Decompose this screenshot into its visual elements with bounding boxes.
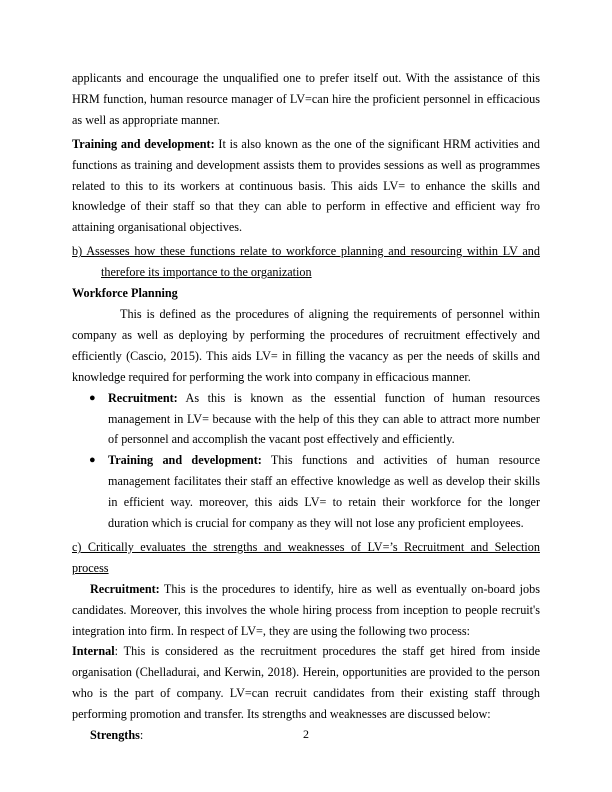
recruitment-paragraph: Recruitment: This is the procedures to identify, hire as well as eventually on-board jobs candidates. Moreover, this involves the whole hiring process from inception to people recruit's integration into firm. In respect of LV=, they are using the following two process: bbox=[72, 581, 540, 638]
bullet-icon: ● bbox=[89, 454, 96, 467]
paragraph-training bbox=[72, 134, 540, 239]
section-heading-b: b) Assesses how these functions relate to workforce planning and resourcing within LV and therefore its importance to the organization bbox=[72, 244, 540, 280]
section-heading-c: c) Critically evaluates the strengths and weaknesses of LV=’s Recruitment and Selection process bbox=[72, 539, 540, 575]
workforce-paragraph: This is defined as the procedures of aligning the requirements of personnel within company as well as deploying by performing the procedures of recruitment effectively and efficiently (Cascio, 2015). This aids LV= in filling the vacancy as per the needs of skills and knowledge required for performing the work into company in efficacious manner. bbox=[72, 306, 540, 384]
strengths-heading: Strengths: bbox=[90, 728, 144, 743]
document-page bbox=[72, 68, 540, 746]
list-item-recruitment: ● Recruitment: As this is known as the essential function of human resources management in LV= because with the help of this they can able to attract more number of personnel and accomplish the vacant post effectively and efficiently. bbox=[72, 388, 540, 451]
page-number: 2 bbox=[303, 727, 309, 741]
workforce-heading: Workforce Planning bbox=[72, 286, 178, 301]
training-label: Training and development: bbox=[72, 136, 215, 151]
paragraph-continuation: applicants and encourage the unqualified one to prefer itself out. With the assistance of this HRM function, human resource manager of LV=can hire the proficient personnel in efficacious as well as appropriate manner. bbox=[72, 71, 540, 127]
internal-paragraph: Internal: This is considered as the recruitment procedures the staff get hired from inside organisation (Chelladurai, and Kerwin, 2018). Herein, opportunities are provided to the person who is the part of company. LV=can recruit candidates from their existing staff through performing promotion and transfer. Its strengths and weaknesses are discussed below: bbox=[72, 644, 540, 722]
bullet-icon: ● bbox=[89, 391, 96, 404]
bullet-list bbox=[72, 388, 540, 534]
list-item-training: ● Training and development: This functions and activities of human resource management facilitates their staff an effective knowledge as well as develop their skills in efficient way. moreover, this aids LV= to retain their workforce for the longer duration which is crucial for company as they will not lose any proficient employees. bbox=[72, 450, 540, 534]
training-text: It is also known as the one of the significant HRM activities and functions as training and development assists them to provides sessions as well as programmes related to this to its workers at continuous basis. This aids LV= to enhance the skills and knowledge of their staff so that they can able to perform in effective and efficient way fro attaining organisational objectives. bbox=[72, 136, 540, 235]
